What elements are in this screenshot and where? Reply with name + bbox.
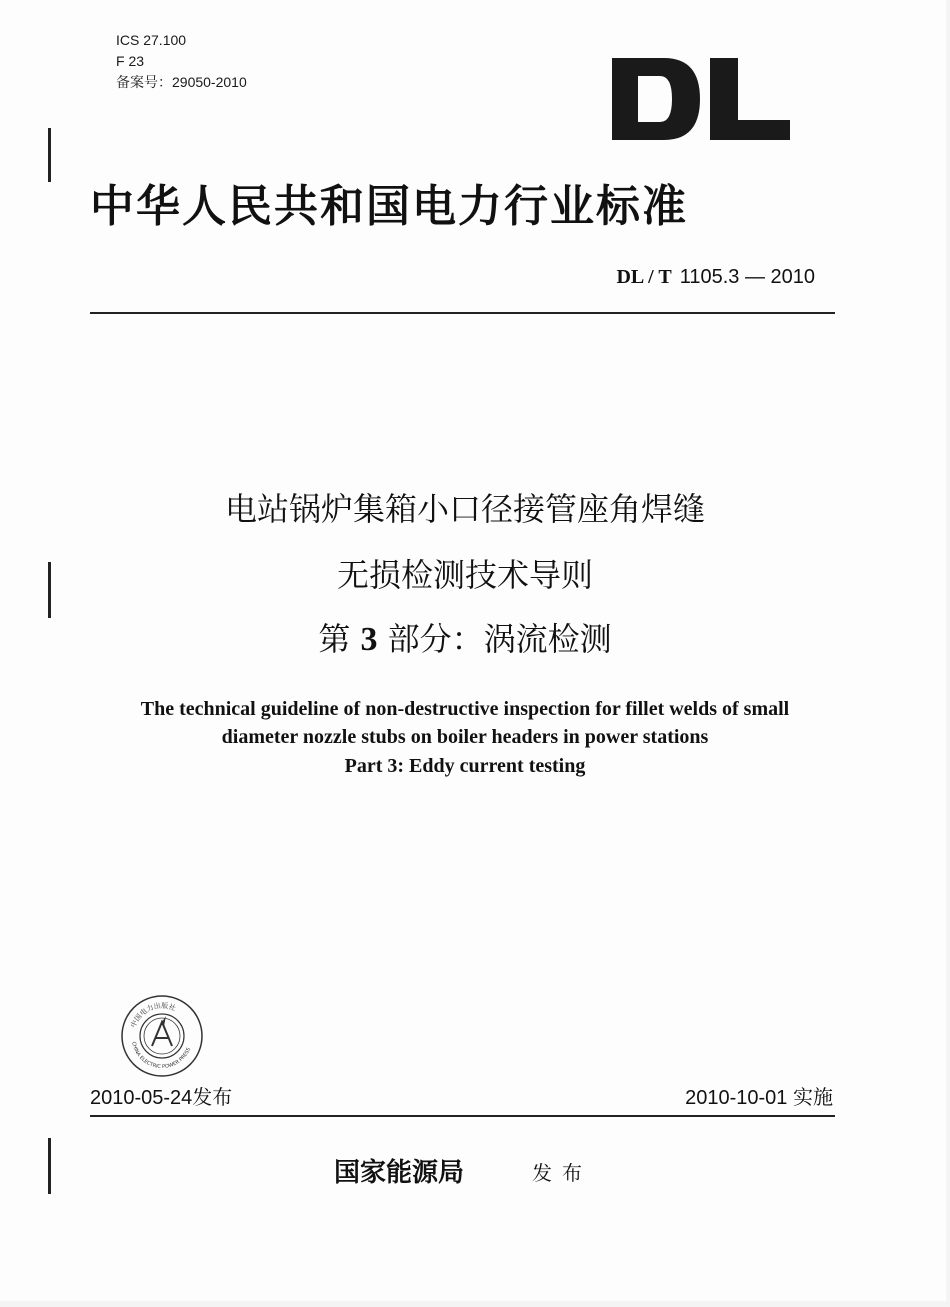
part-title: 部分：涡流检测	[387, 620, 612, 658]
standard-prefix: DL / T	[616, 266, 672, 288]
issue-date: 2010-05-24发布	[90, 1087, 233, 1109]
classification-block	[116, 30, 247, 93]
publisher-name: 国家能源局	[334, 1158, 465, 1188]
ics-code: ICS 27.100	[116, 32, 187, 48]
title-cn-line2: 无损检测技术导则	[336, 556, 593, 594]
binding-mark-bottom	[48, 1138, 51, 1194]
part-number: 3	[360, 621, 378, 658]
title-en-line3: Part 3: Eddy current testing	[344, 755, 586, 777]
title-cn-line3	[0, 614, 940, 660]
part-prefix: 第	[318, 620, 351, 658]
binding-mark-top	[48, 128, 51, 182]
scan-edge-right	[946, 0, 950, 1307]
dl-logo	[612, 58, 790, 140]
record-number: 备案号：29050-2010	[116, 74, 247, 90]
seal-text-cn: 中国电力出版社	[129, 1001, 177, 1029]
publisher-seal-icon	[120, 994, 204, 1078]
svg-text:CHINA ELECTRIC POWER PRESS	[130, 1041, 192, 1070]
category-code: F 23	[116, 53, 145, 69]
title-cn-line1: 电站锅炉集箱小口径接管座角焊缝	[224, 490, 705, 528]
standard-code: 1105.3 — 2010	[679, 266, 815, 288]
bottom-divider	[90, 1115, 835, 1117]
seal-text-en: CHINA ELECTRIC POWER PRESS	[130, 1041, 193, 1071]
scan-edge-bottom	[0, 1301, 950, 1307]
issuing-body-title: 中华人民共和国电力行业标准	[90, 181, 688, 232]
standard-number	[616, 266, 815, 289]
implementation-date: 2010-10-01 实施	[685, 1087, 833, 1109]
top-divider	[90, 312, 835, 314]
title-en-line1: The technical guideline of non-destructive inspection for fillet welds of small	[140, 698, 790, 720]
publisher-suffix: 发布	[532, 1161, 592, 1185]
title-en-line2: diameter nozzle stubs on boiler headers in power stations	[221, 726, 709, 748]
